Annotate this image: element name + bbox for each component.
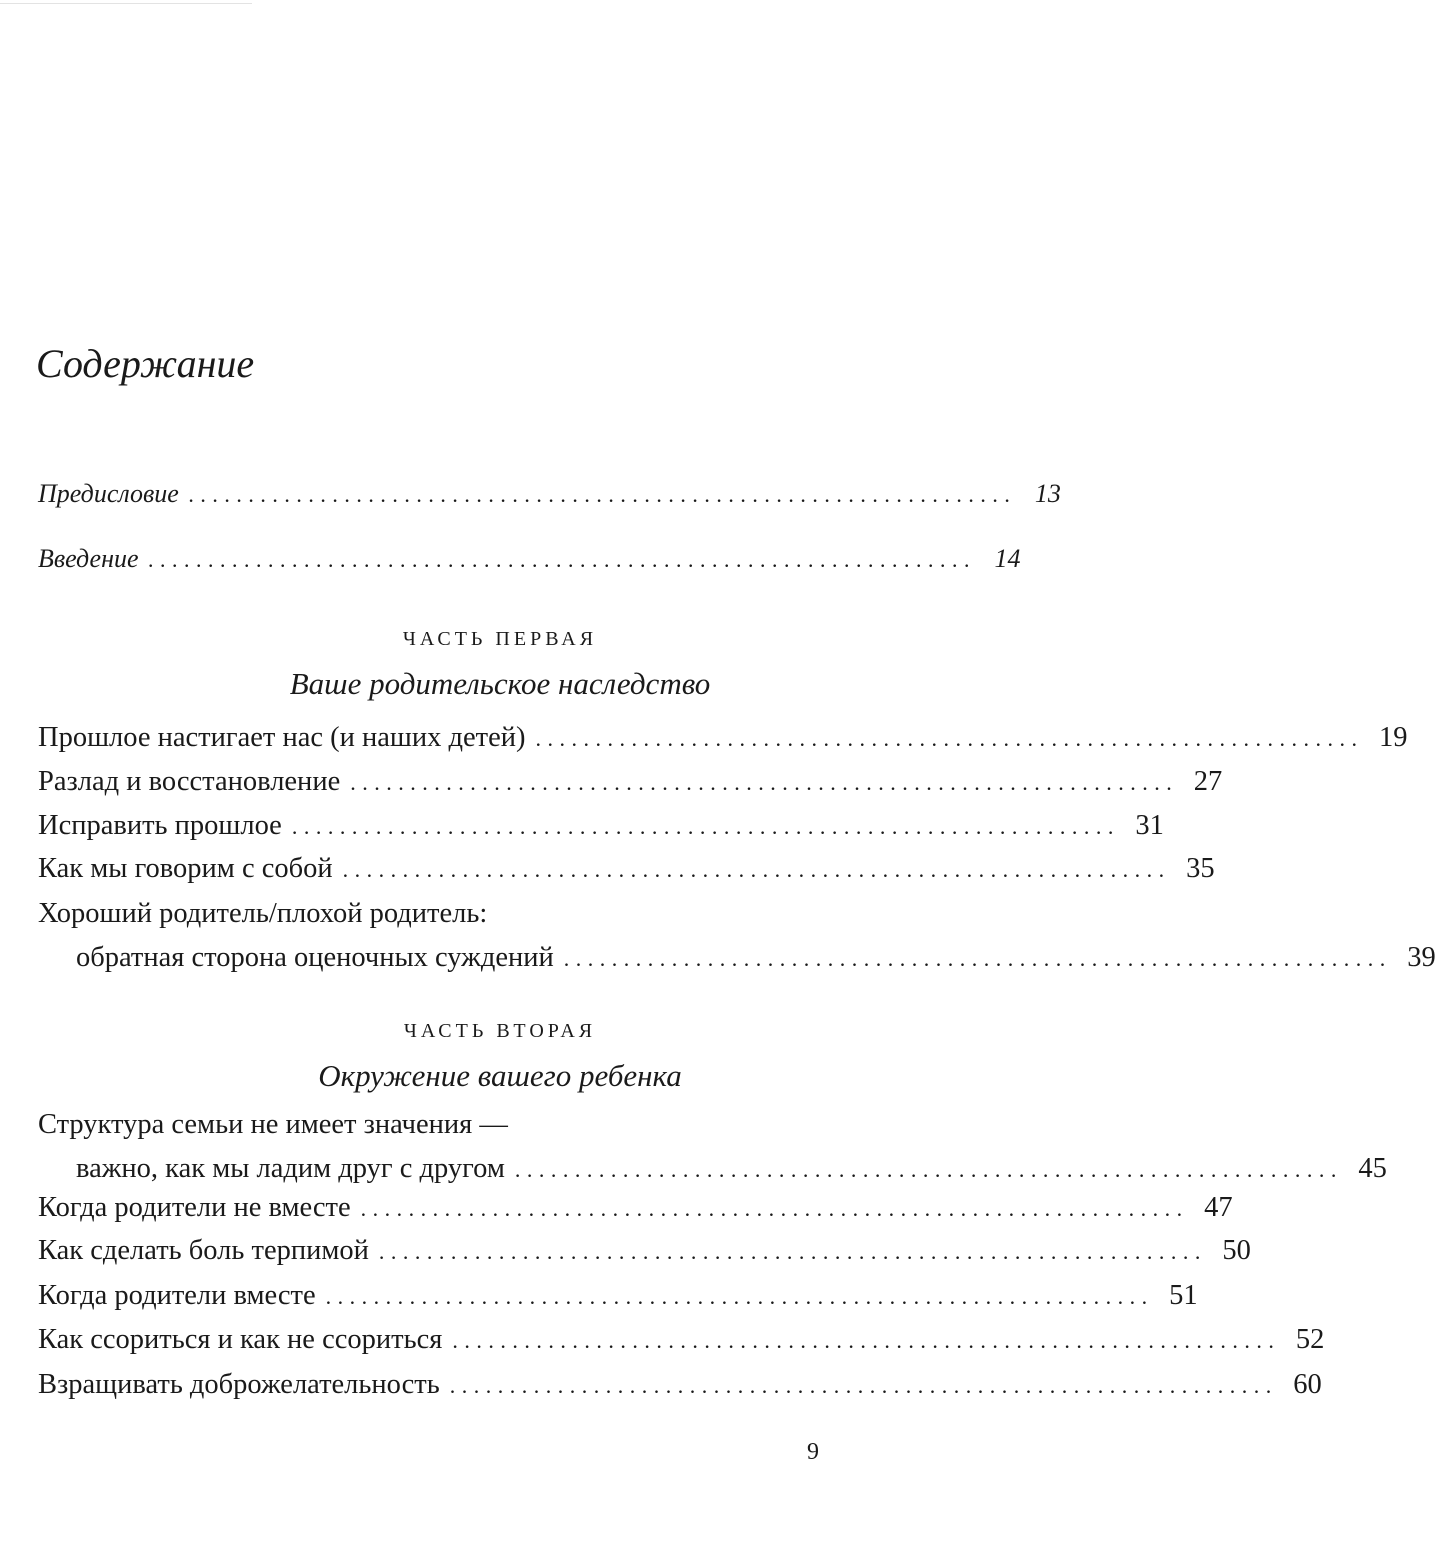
- entry-title: Когда родители вместе: [38, 1280, 316, 1311]
- entry-page: 31: [1135, 810, 1164, 841]
- page-title: Содержание: [36, 341, 255, 386]
- leader-dots: .....................................................................: [378, 1239, 1207, 1264]
- toc-entry[interactable]: [38, 1109, 1387, 1184]
- entry-title: Как мы говорим с собой: [38, 853, 333, 884]
- leader-dots: .....................................................................: [291, 814, 1120, 839]
- toc-entry[interactable]: [38, 1192, 1233, 1223]
- entry-page: 39: [1407, 942, 1436, 973]
- entry-page: 52: [1295, 1324, 1325, 1355]
- leader-dots: .....................................................................: [514, 1157, 1343, 1182]
- entry-title: Предисловие: [38, 479, 179, 508]
- toc-entry[interactable]: [38, 1280, 1198, 1311]
- leader-dots: .....................................................................: [452, 1328, 1281, 1353]
- entry-title: Исправить прошлое: [38, 810, 282, 841]
- toc-entry-preface[interactable]: [38, 479, 1061, 508]
- leader-dots: .....................................................................: [350, 770, 1179, 795]
- entry-title: Когда родители не вместе: [38, 1192, 351, 1223]
- leader-dots: .....................................................................: [563, 946, 1392, 971]
- toc-entry[interactable]: [38, 898, 1436, 973]
- leader-dots: .....................................................................: [342, 857, 1171, 882]
- leader-dots: .....................................................................: [148, 547, 977, 572]
- part-title: Окружение вашего ребенка: [318, 1058, 682, 1093]
- scan-edge-line: [0, 3, 252, 4]
- entry-page: 60: [1293, 1369, 1322, 1400]
- toc-entry-introduction[interactable]: [38, 544, 1021, 573]
- part-title: Ваше родительское наследство: [289, 666, 711, 701]
- entry-title: важно, как мы ладим друг с другом: [76, 1153, 505, 1184]
- leader-dots: .....................................................................: [188, 482, 1017, 507]
- toc-entry[interactable]: [38, 1235, 1251, 1266]
- toc-entry[interactable]: [38, 1324, 1325, 1355]
- toc-entry[interactable]: [38, 722, 1408, 753]
- leader-dots: .....................................................................: [325, 1284, 1154, 1309]
- entry-title-line1: Хороший родитель/плохой родитель:: [38, 898, 488, 929]
- entry-page: 51: [1169, 1280, 1198, 1311]
- part-heading-2: [0, 1021, 1000, 1091]
- leader-dots: .....................................................................: [535, 726, 1364, 751]
- entry-page: 35: [1186, 853, 1215, 884]
- page-number: 9: [807, 1439, 819, 1465]
- part-heading-1: [0, 629, 1000, 699]
- leader-dots: .....................................................................: [449, 1373, 1278, 1398]
- entry-title: Как сделать боль терпимой: [38, 1235, 369, 1266]
- entry-title: Как ссориться и как не ссориться: [38, 1324, 443, 1355]
- entry-page: 13: [1034, 479, 1061, 508]
- toc-entry[interactable]: [38, 810, 1164, 841]
- entry-page: 19: [1378, 722, 1408, 753]
- entry-page: 27: [1193, 766, 1223, 797]
- entry-page: 47: [1204, 1192, 1233, 1223]
- toc-entry[interactable]: [38, 853, 1215, 884]
- entry-title: Введение: [38, 544, 139, 573]
- entry-title: обратная сторона оценочных суждений: [76, 942, 554, 973]
- entry-page: 14: [994, 544, 1021, 573]
- toc-entry[interactable]: [38, 766, 1223, 797]
- toc-entry[interactable]: [38, 1369, 1322, 1400]
- entry-page: 50: [1222, 1235, 1251, 1266]
- entry-title-line1: Структура семьи не имеет значения —: [38, 1109, 508, 1140]
- entry-title: Прошлое настигает нас (и наших детей): [38, 722, 526, 753]
- part-label: ЧАСТЬ ПЕРВАЯ: [402, 628, 598, 650]
- part-label: ЧАСТЬ ВТОРАЯ: [403, 1020, 597, 1042]
- leader-dots: .....................................................................: [360, 1196, 1189, 1221]
- entry-title: Разлад и восстановление: [38, 766, 341, 797]
- entry-page: 45: [1358, 1153, 1387, 1184]
- entry-title: Взращивать доброжелательность: [38, 1369, 440, 1400]
